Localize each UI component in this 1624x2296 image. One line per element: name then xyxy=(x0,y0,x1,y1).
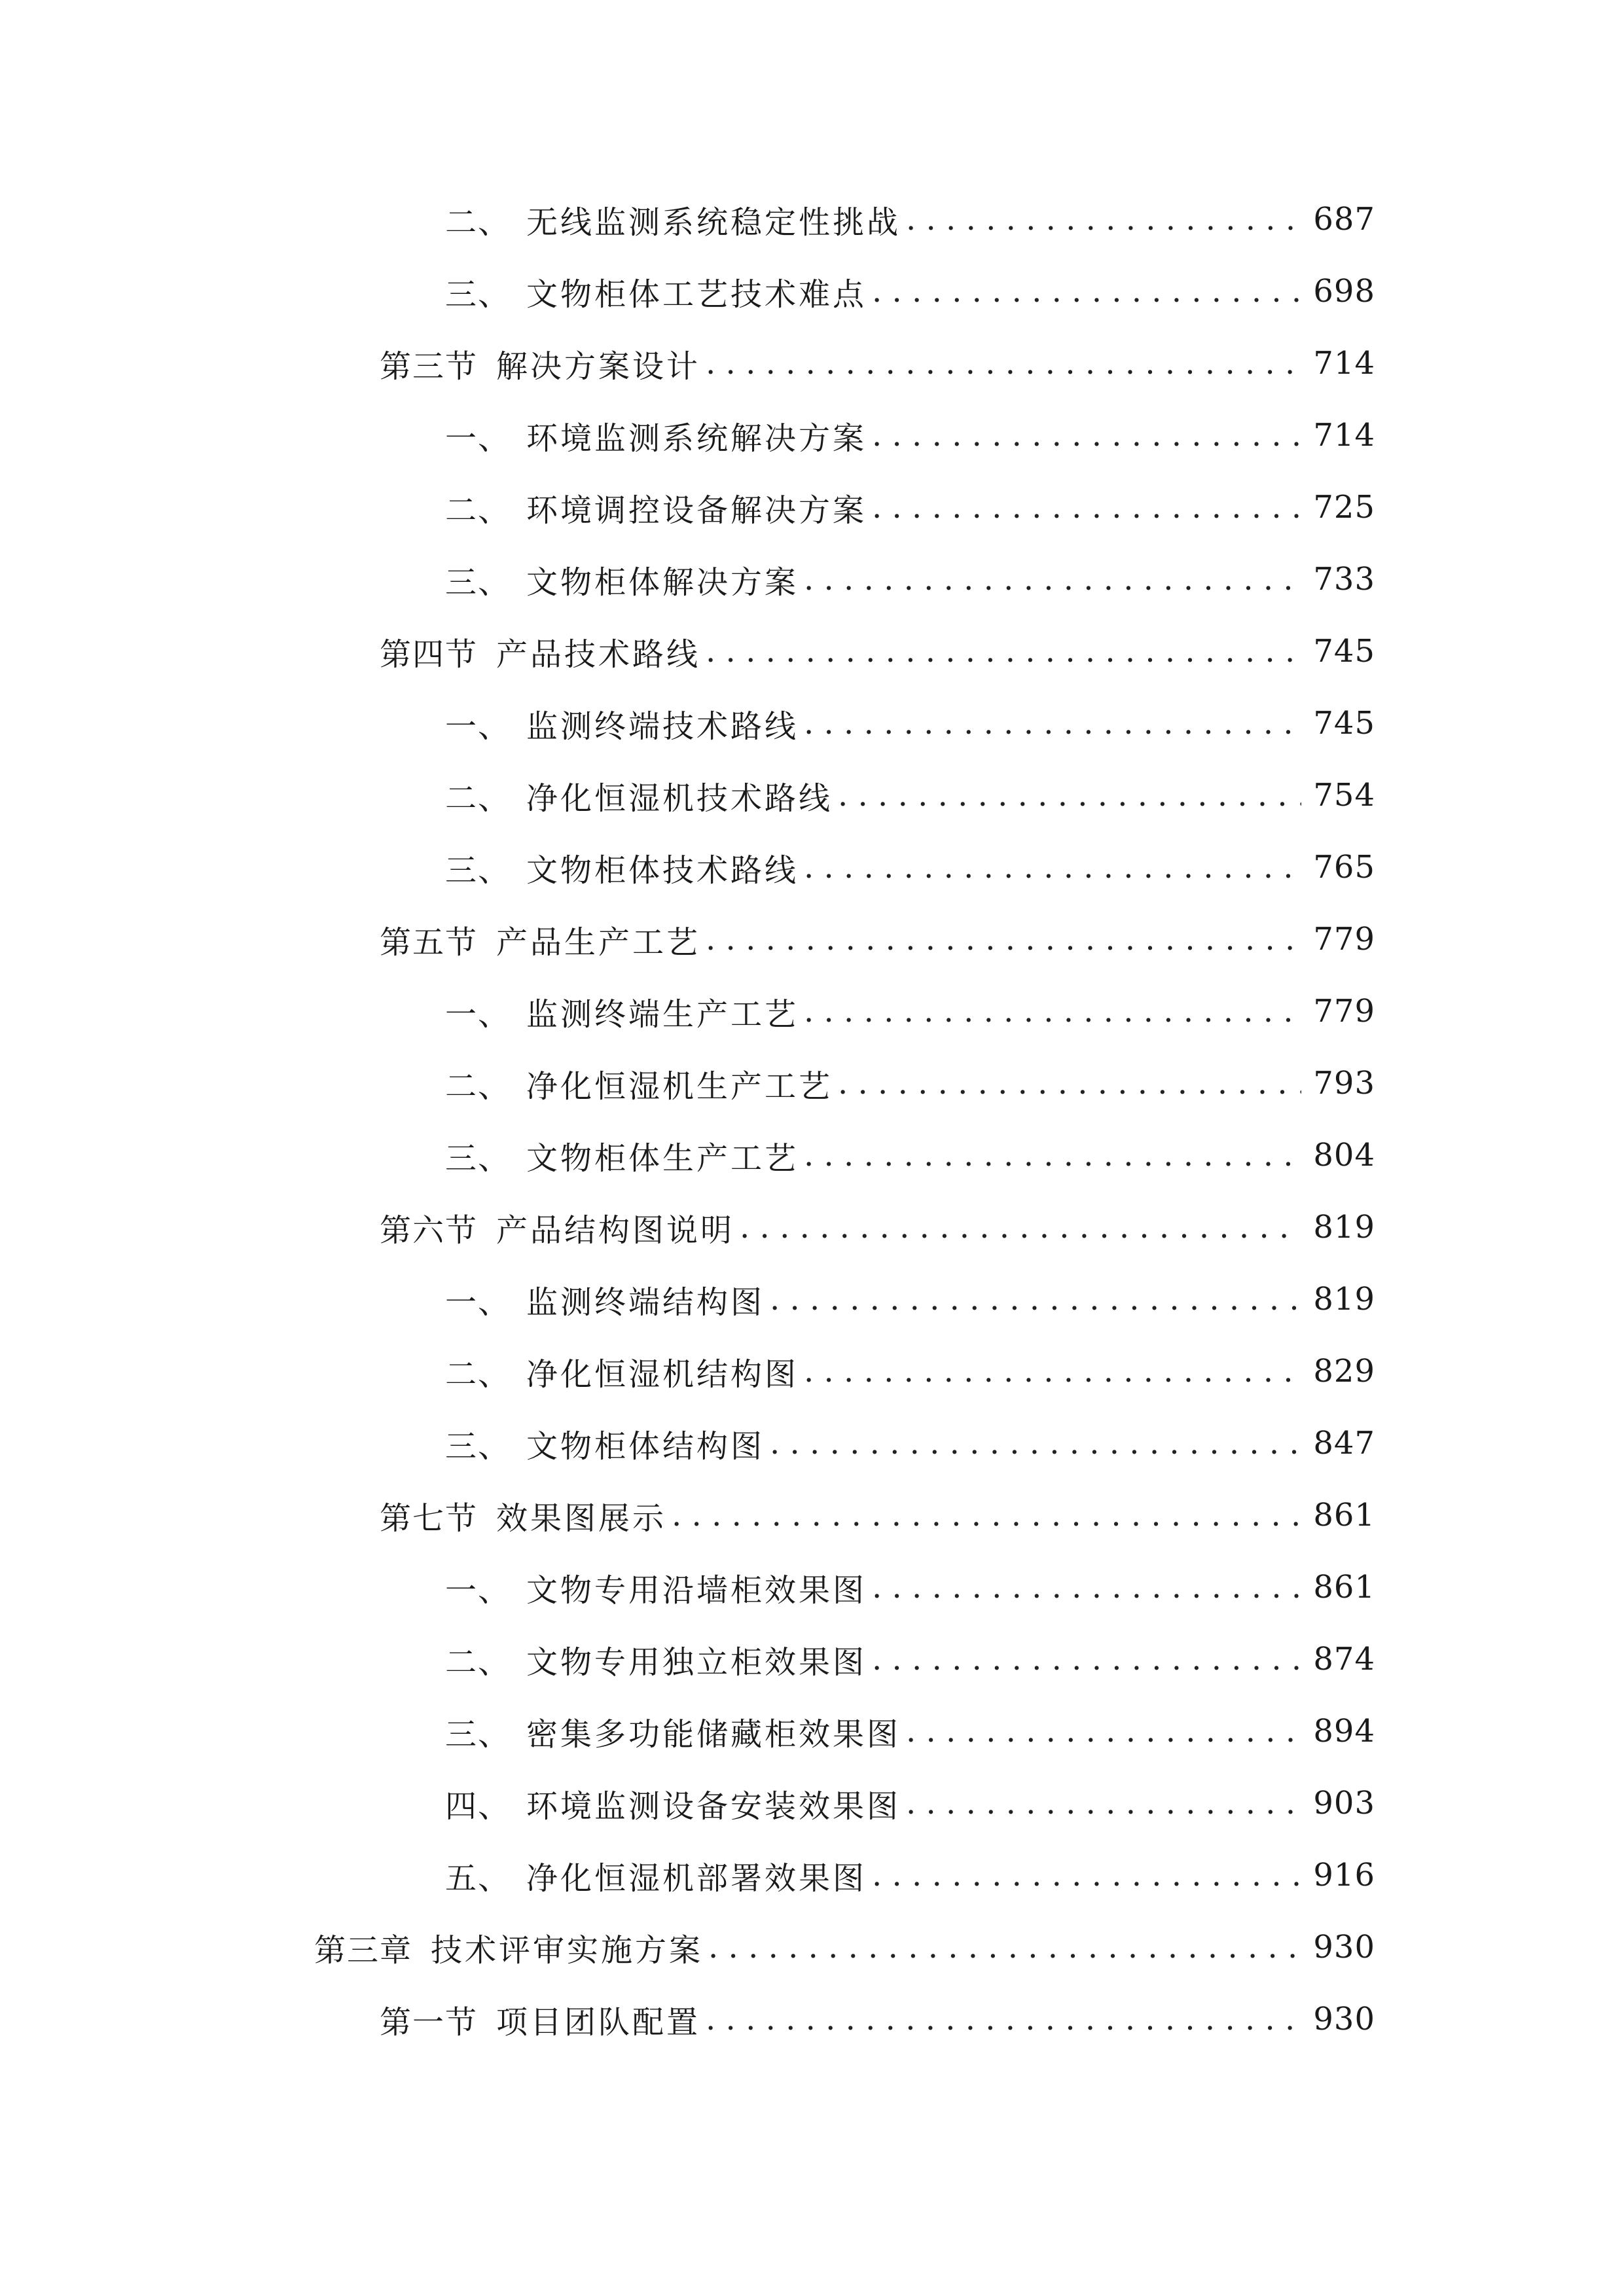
toc-entry-title: 监测终端技术路线 xyxy=(526,708,799,745)
toc-entry-number: 二、 xyxy=(445,204,511,241)
toc-entry-page: 829 xyxy=(1313,1353,1375,1390)
toc-entry-page: 714 xyxy=(1313,417,1375,454)
toc-entry-title: 净化恒湿机生产工艺 xyxy=(526,1067,833,1105)
toc-entry-title: 文物专用沿墙柜效果图 xyxy=(526,1571,867,1609)
toc-entry-page: 698 xyxy=(1313,273,1375,310)
toc-entry-title: 技术评审实施方案 xyxy=(431,1931,704,1969)
toc-entry[interactable] xyxy=(445,183,1375,255)
toc-dot-leader xyxy=(770,1281,1301,1318)
toc-entry-page: 765 xyxy=(1313,849,1375,886)
toc-entry-section[interactable] xyxy=(380,1983,1375,2055)
toc-dot-leader xyxy=(804,561,1301,598)
toc-entry[interactable] xyxy=(445,1407,1375,1479)
toc-entry-page: 874 xyxy=(1313,1641,1375,1677)
toc-entry-title: 环境监测设备安装效果图 xyxy=(526,1787,901,1825)
toc-entry-page: 930 xyxy=(1313,2001,1375,2037)
toc-entry-number: 三、 xyxy=(445,276,511,313)
toc-entry-title: 监测终端结构图 xyxy=(526,1283,765,1321)
toc-entry-page: 894 xyxy=(1313,1713,1375,1749)
toc-entry[interactable] xyxy=(445,399,1375,471)
toc-entry-title: 环境调控设备解决方案 xyxy=(526,492,867,529)
toc-entry-number: 第三章 xyxy=(314,1931,413,1969)
toc-entry[interactable] xyxy=(445,975,1375,1047)
toc-entry[interactable] xyxy=(445,1551,1375,1623)
toc-dot-leader xyxy=(804,849,1301,886)
toc-entry-page: 725 xyxy=(1313,489,1375,526)
toc-entry-title: 文物柜体工艺技术难点 xyxy=(526,276,867,313)
toc-entry-title: 净化恒湿机结构图 xyxy=(526,1355,799,1393)
toc-entry-title: 监测终端生产工艺 xyxy=(526,996,799,1033)
toc-dot-leader xyxy=(838,777,1301,814)
toc-dot-leader xyxy=(770,1425,1301,1462)
toc-entry-page: 819 xyxy=(1313,1281,1375,1318)
toc-entry-title: 产品生产工艺 xyxy=(496,924,701,961)
toc-entry-title: 项目团队配置 xyxy=(496,2003,701,2041)
toc-entry-number: 二、 xyxy=(445,492,511,529)
toc-entry-title: 产品技术路线 xyxy=(496,636,701,673)
toc-entry-number: 五、 xyxy=(445,1859,511,1897)
toc-dot-leader xyxy=(906,1785,1301,1821)
toc-entry-title: 文物柜体结构图 xyxy=(526,1427,765,1465)
toc-entry[interactable] xyxy=(445,1263,1375,1335)
toc-entry-section[interactable] xyxy=(380,1191,1375,1263)
toc-entry-page: 903 xyxy=(1313,1785,1375,1821)
toc-entry-page: 754 xyxy=(1313,777,1375,814)
toc-dot-leader xyxy=(804,1353,1301,1390)
toc-entry-page: 804 xyxy=(1313,1137,1375,1174)
toc-entry-page: 733 xyxy=(1313,561,1375,598)
toc-entry-title: 文物柜体解决方案 xyxy=(526,564,799,601)
toc-entry-page: 847 xyxy=(1313,1425,1375,1462)
toc-entry-title: 无线监测系统稳定性挑战 xyxy=(526,204,901,241)
toc-entry-number: 三、 xyxy=(445,564,511,601)
toc-entry-title: 产品结构图说明 xyxy=(496,1211,735,1249)
toc-dot-leader xyxy=(708,1929,1301,1965)
toc-entry-number: 一、 xyxy=(445,1571,511,1609)
toc-dot-leader xyxy=(872,1641,1301,1677)
toc-dot-leader xyxy=(706,2001,1301,2037)
toc-entry-number: 一、 xyxy=(445,708,511,745)
toc-dot-leader xyxy=(706,345,1301,382)
toc-dot-leader xyxy=(706,921,1301,958)
toc-entry-title: 文物柜体生产工艺 xyxy=(526,1139,799,1177)
toc-dot-leader xyxy=(872,1569,1301,1605)
toc-entry[interactable] xyxy=(445,471,1375,543)
toc-entry[interactable] xyxy=(445,1119,1375,1191)
toc-entry[interactable] xyxy=(445,1839,1375,1911)
toc-entry-page: 793 xyxy=(1313,1065,1375,1102)
toc-entry-number: 一、 xyxy=(445,1283,511,1321)
toc-dot-leader xyxy=(804,1137,1301,1174)
toc-entry-number: 一、 xyxy=(445,420,511,457)
toc-entry-number: 四、 xyxy=(445,1787,511,1825)
toc-entry-number: 三、 xyxy=(445,1427,511,1465)
toc-entry-section[interactable] xyxy=(380,615,1375,687)
toc-dot-leader xyxy=(838,1065,1301,1102)
toc-entry[interactable] xyxy=(445,1695,1375,1767)
toc-entry-section[interactable] xyxy=(380,327,1375,399)
toc-entry-number: 一、 xyxy=(445,996,511,1033)
toc-entry-page: 687 xyxy=(1313,201,1375,238)
toc-entry-page: 745 xyxy=(1313,705,1375,742)
toc-entry-number: 第四节 xyxy=(380,636,478,673)
toc-dot-leader xyxy=(672,1497,1301,1534)
toc-entry-page: 779 xyxy=(1313,993,1375,1030)
toc-entry-page: 861 xyxy=(1313,1497,1375,1534)
toc-entry[interactable] xyxy=(445,1767,1375,1839)
toc-entry[interactable] xyxy=(445,759,1375,831)
toc-dot-leader xyxy=(872,273,1301,310)
toc-entry-page: 779 xyxy=(1313,921,1375,958)
toc-entry-page: 714 xyxy=(1313,345,1375,382)
toc-entry-title: 净化恒湿机部署效果图 xyxy=(526,1859,867,1897)
toc-entry-number: 第一节 xyxy=(380,2003,478,2041)
toc-entry-page: 916 xyxy=(1313,1857,1375,1893)
toc-dot-leader xyxy=(872,417,1301,454)
toc-dot-leader xyxy=(906,201,1301,238)
toc-dot-leader xyxy=(804,705,1301,742)
toc-entry-number: 第七节 xyxy=(380,1499,478,1537)
toc-dot-leader xyxy=(872,489,1301,526)
toc-entry-number: 第六节 xyxy=(380,1211,478,1249)
toc-entry-number: 二、 xyxy=(445,780,511,817)
toc-entry-number: 二、 xyxy=(445,1355,511,1393)
toc-entry-title: 环境监测系统解决方案 xyxy=(526,420,867,457)
toc-entry-page: 930 xyxy=(1313,1929,1375,1965)
toc-dot-leader xyxy=(706,633,1301,670)
toc-entry[interactable] xyxy=(445,1623,1375,1695)
toc-entry[interactable] xyxy=(445,831,1375,903)
toc-entry-title: 文物柜体技术路线 xyxy=(526,852,799,889)
toc-entry-section[interactable] xyxy=(380,903,1375,975)
toc-entry-number: 二、 xyxy=(445,1067,511,1105)
toc-entry[interactable] xyxy=(445,543,1375,615)
toc-entry-number: 第五节 xyxy=(380,924,478,961)
toc-dot-leader xyxy=(872,1857,1301,1893)
toc-dot-leader xyxy=(804,993,1301,1030)
toc-entry-number: 三、 xyxy=(445,1715,511,1753)
toc-entry-number: 第三节 xyxy=(380,348,478,385)
toc-entry[interactable] xyxy=(445,1335,1375,1407)
toc-entry-chapter[interactable] xyxy=(314,1911,1375,1983)
toc-entry[interactable] xyxy=(445,687,1375,759)
toc-entry-page: 861 xyxy=(1313,1569,1375,1605)
toc-entry-section[interactable] xyxy=(380,1479,1375,1551)
toc-entry-number: 三、 xyxy=(445,1139,511,1177)
toc-entry-title: 密集多功能储藏柜效果图 xyxy=(526,1715,901,1753)
toc-entry-page: 819 xyxy=(1313,1209,1375,1246)
toc-entry-title: 效果图展示 xyxy=(496,1499,667,1537)
toc-dot-leader xyxy=(740,1209,1301,1246)
toc-entry-page: 745 xyxy=(1313,633,1375,670)
toc-entry-title: 净化恒湿机技术路线 xyxy=(526,780,833,817)
toc-entry-number: 二、 xyxy=(445,1643,511,1681)
toc-dot-leader xyxy=(906,1713,1301,1749)
toc-entry[interactable] xyxy=(445,255,1375,327)
toc-entry[interactable] xyxy=(445,1047,1375,1119)
toc-entry-title: 文物专用独立柜效果图 xyxy=(526,1643,867,1681)
toc-entry-title: 解决方案设计 xyxy=(496,348,701,385)
toc-entry-number: 三、 xyxy=(445,852,511,889)
